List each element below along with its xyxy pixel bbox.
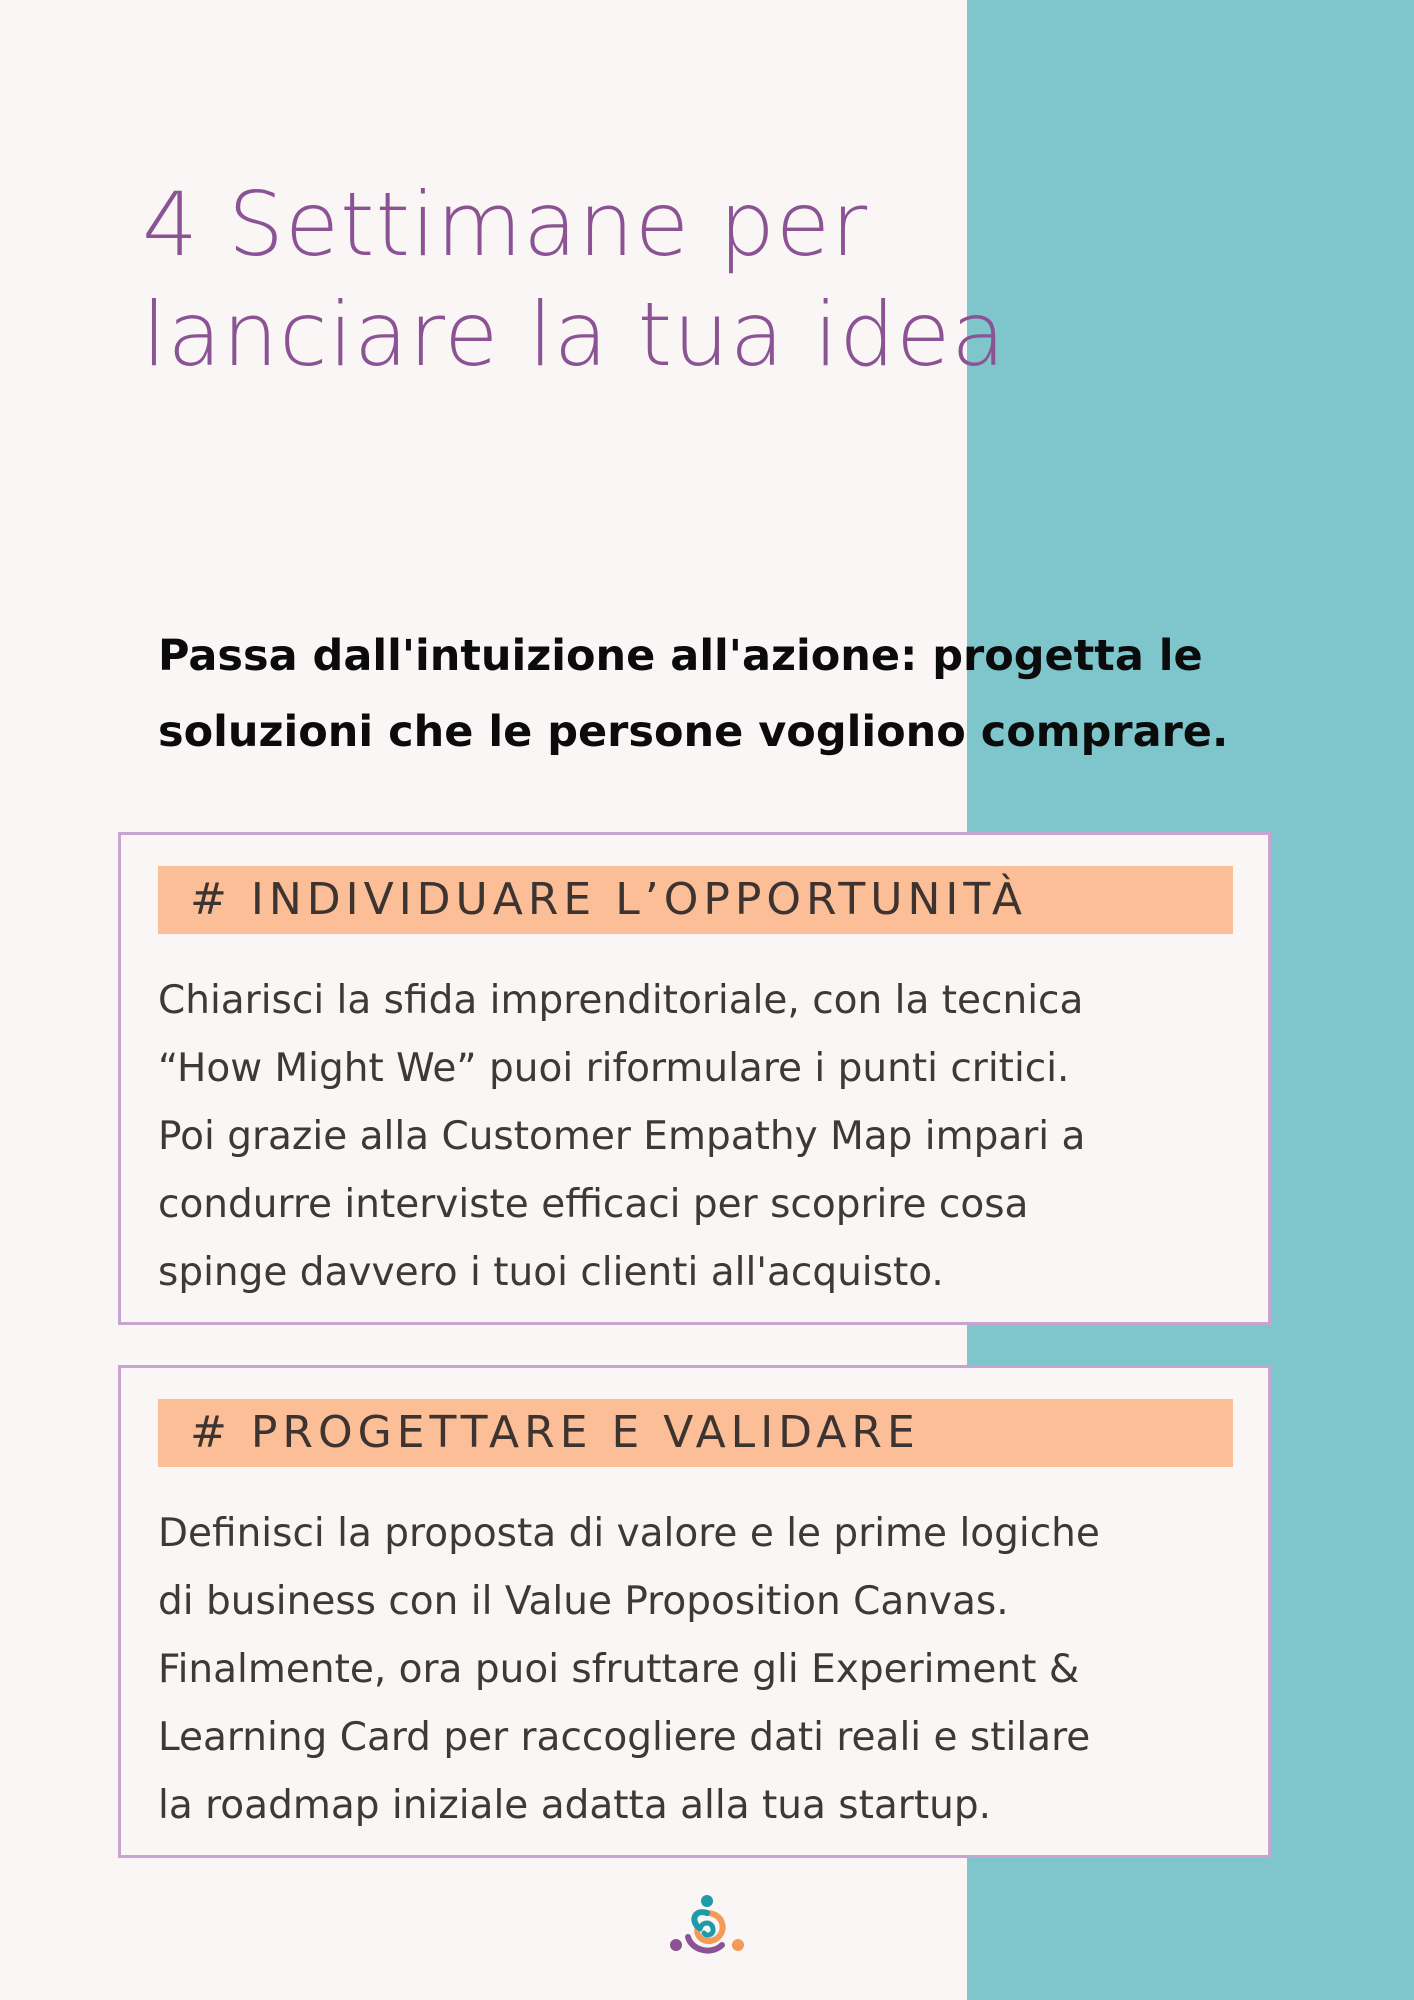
section-body-opportunity: [158, 967, 1085, 1307]
section-card-opportunity: [118, 832, 1271, 1325]
section-body-line: Chiarisci la sfida imprenditoriale, con la tecnica: [158, 978, 1084, 1023]
section-body-line: di business con il Value Proposition Canvas.: [158, 1579, 1009, 1624]
page-title: [142, 170, 1006, 390]
section-card-design-validate: [118, 1365, 1271, 1858]
swirl-people-logo-icon: [668, 1893, 746, 1961]
page-subtitle-line-2: soluzioni che le persone vogliono comprare.: [158, 707, 1229, 757]
page-subtitle-line-1: Passa dall'intuizione all'azione: progetta le: [158, 631, 1203, 681]
section-body-line: “How Might We” puoi riformulare i punti critici.: [158, 1046, 1070, 1091]
section-body-line: Finalmente, ora puoi sfruttare gli Experiment &: [158, 1647, 1080, 1692]
section-body-line: Definisci la proposta di valore e le prime logiche: [158, 1511, 1100, 1556]
section-body-design-validate: [158, 1500, 1100, 1840]
section-body-line: spinge davvero i tuoi clienti all'acquisto.: [158, 1250, 944, 1295]
section-body-line: la roadmap iniziale adatta alla tua startup.: [158, 1783, 991, 1828]
page-title-line-1: 4 Settimane per: [142, 173, 869, 276]
section-body-line: Poi grazie alla Customer Empathy Map impari a: [158, 1114, 1086, 1159]
section-heading-opportunity: # INDIVIDUARE L’OPPORTUNITÀ: [158, 866, 1233, 934]
section-body-line: condurre interviste efficaci per scoprire cosa: [158, 1182, 1029, 1227]
page-title-line-2: lanciare la tua idea: [142, 283, 1007, 386]
section-heading-design-validate: # PROGETTARE E VALIDARE: [158, 1399, 1233, 1467]
section-body-line: Learning Card per raccogliere dati reali e stilare: [158, 1715, 1091, 1760]
page-subtitle: [158, 618, 1228, 770]
